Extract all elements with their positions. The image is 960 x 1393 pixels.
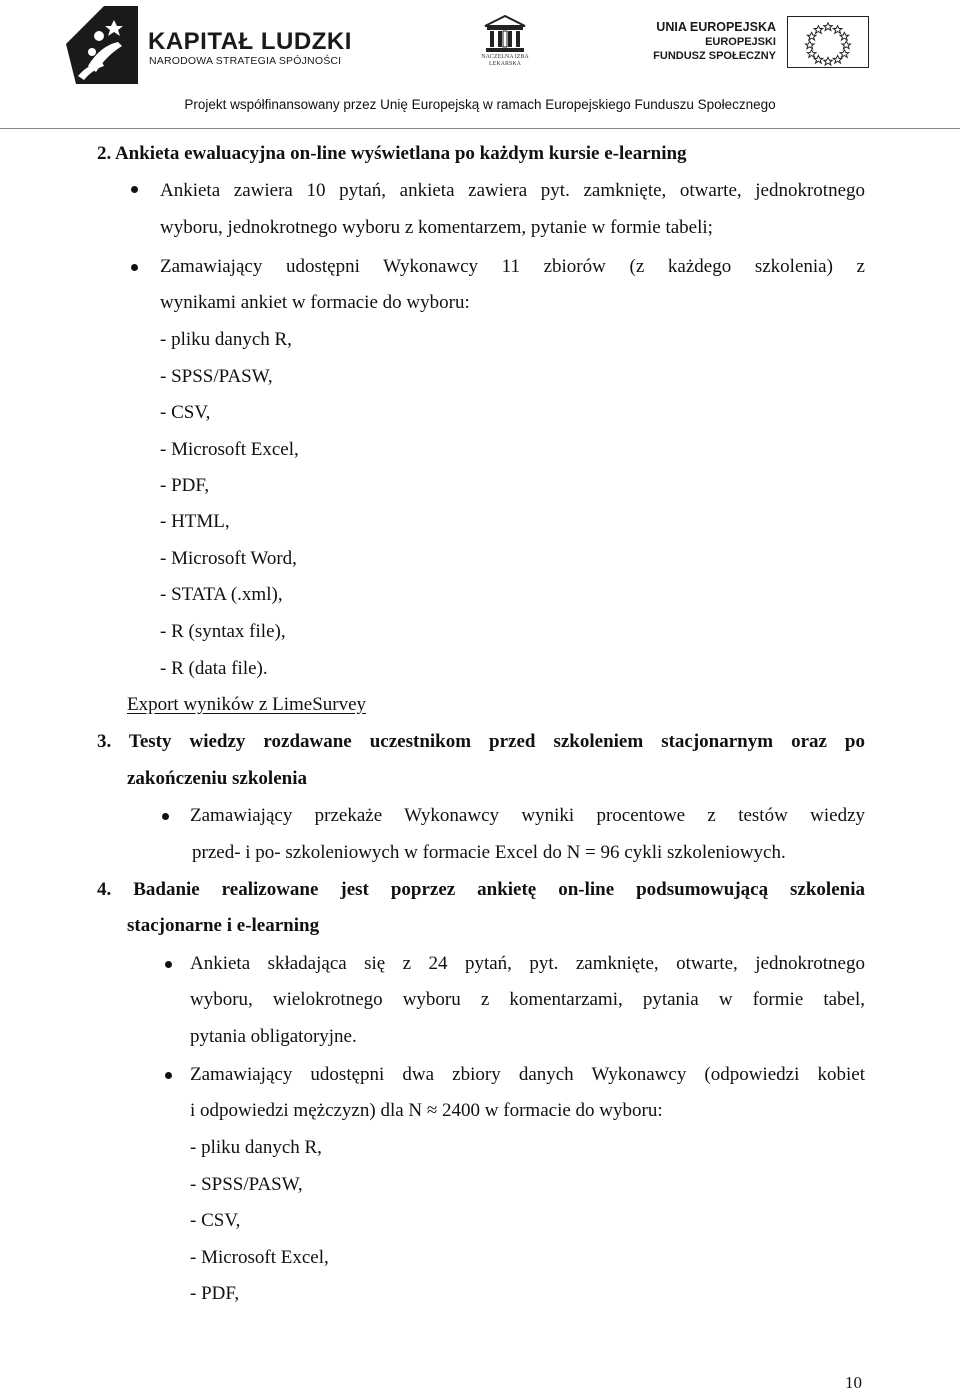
s4-bullet1-line3: pytania obligatoryjne.: [190, 1026, 357, 1047]
eu-flag-icon: [787, 16, 869, 68]
kapital-ludzki-logo-icon: [66, 6, 138, 84]
kapital-ludzki-title: KAPITAŁ LUDZKI: [148, 28, 352, 55]
section-4-heading-line2: stacjonarne i e-learning: [127, 915, 320, 936]
page-header: [0, 0, 960, 130]
header-divider: [0, 128, 960, 129]
s2-format-item: - pliku danych R,: [160, 329, 292, 350]
eu-line-2: EUROPEJSKI: [705, 36, 776, 48]
naczelna-izba-lekarska-emblem-icon: [483, 14, 527, 54]
eu-fund-label: [600, 20, 776, 63]
s2-bullet2-line2: wynikami ankiet w formacie do wyboru:: [160, 292, 470, 313]
s4-format-item: - PDF,: [190, 1283, 240, 1304]
s2-bullet1-line1: Ankieta zawiera 10 pytań, ankieta zawiera pyt. zamknięte, otwarte, jednokrotnego: [160, 180, 865, 201]
s2-format-item: - CSV,: [160, 402, 211, 423]
s2-format-item: - SPSS/PASW,: [160, 366, 273, 387]
s4-bullet2-line2: i odpowiedzi mężczyzn) dla N ≈ 2400 w formacie do wyboru:: [190, 1100, 663, 1121]
eu-line-1: UNIA EUROPEJSKA: [656, 20, 776, 34]
bullet-icon: [165, 1072, 172, 1079]
s2-format-item: - PDF,: [160, 475, 210, 496]
s2-format-item: - STATA (.xml),: [160, 584, 283, 605]
section-3-heading-line1: 3. Testy wiedzy rozdawane uczestnikom przed szkoleniem stacjonarnym oraz po: [97, 731, 865, 752]
bullet-icon: [131, 186, 138, 193]
s4-format-item: - SPSS/PASW,: [190, 1174, 303, 1195]
s2-bullet1-line2: wyboru, jednokrotnego wyboru z komentarzem, pytanie w formie tabeli;: [160, 217, 713, 238]
s2-bullet2-line1: Zamawiający udostępni Wykonawcy 11 zbiorów (z każdego szkolenia) z: [160, 256, 865, 277]
page-number: 10: [845, 1373, 862, 1392]
s2-format-item: - R (data file).: [160, 658, 268, 679]
section-3-heading-line2: zakończeniu szkolenia: [127, 768, 307, 789]
project-funding-line: Projekt współfinansowany przez Unię Europejską w ramach Europejskiego Funduszu Społecznego: [184, 97, 776, 112]
s4-bullet1-line2: wyboru, wielokrotnego wyboru z komentarzami, pytania w formie tabel,: [190, 989, 865, 1010]
s3-bullet1-line2: przed- i po- szkoleniowych w formacie Excel do N = 96 cykli szkoleniowych.: [192, 842, 786, 863]
naczelna-izba-lekarska-label: NACZELNA IZBA LEKARSKA: [481, 54, 529, 67]
kapital-ludzki-subtitle: NARODOWA STRATEGIA SPÓJNOŚCI: [149, 55, 342, 67]
s4-format-item: - pliku danych R,: [190, 1137, 322, 1158]
s4-bullet1-line1: Ankieta składająca się z 24 pytań, pyt. zamknięte, otwarte, jednokrotnego: [190, 953, 865, 974]
s4-bullet2-line1: Zamawiający udostępni dwa zbiory danych Wykonawcy (odpowiedzi kobiet: [190, 1064, 865, 1085]
section-2-heading: 2. Ankieta ewaluacyjna on-line wyświetlana po każdym kursie e-learning: [97, 143, 687, 164]
bullet-icon: [131, 264, 138, 271]
s3-bullet1-line1: Zamawiający przekaże Wykonawcy wyniki procentowe z testów wiedzy: [190, 805, 865, 826]
bullet-icon: [162, 813, 169, 820]
bullet-icon: [165, 961, 172, 968]
s4-format-item: - CSV,: [190, 1210, 241, 1231]
s4-format-item: - Microsoft Excel,: [190, 1247, 329, 1268]
s2-format-item: - R (syntax file),: [160, 621, 286, 642]
s2-format-item: - Microsoft Excel,: [160, 439, 299, 460]
eu-line-3: FUNDUSZ SPOŁECZNY: [653, 50, 776, 62]
s2-format-item: - Microsoft Word,: [160, 548, 297, 569]
export-limesurvey-link[interactable]: Export wyników z LimeSurvey: [127, 694, 367, 715]
s2-format-item: - HTML,: [160, 511, 230, 532]
section-4-heading-line1: 4. Badanie realizowane jest poprzez ankietę on-line podsumowującą szkolenia: [97, 879, 865, 900]
